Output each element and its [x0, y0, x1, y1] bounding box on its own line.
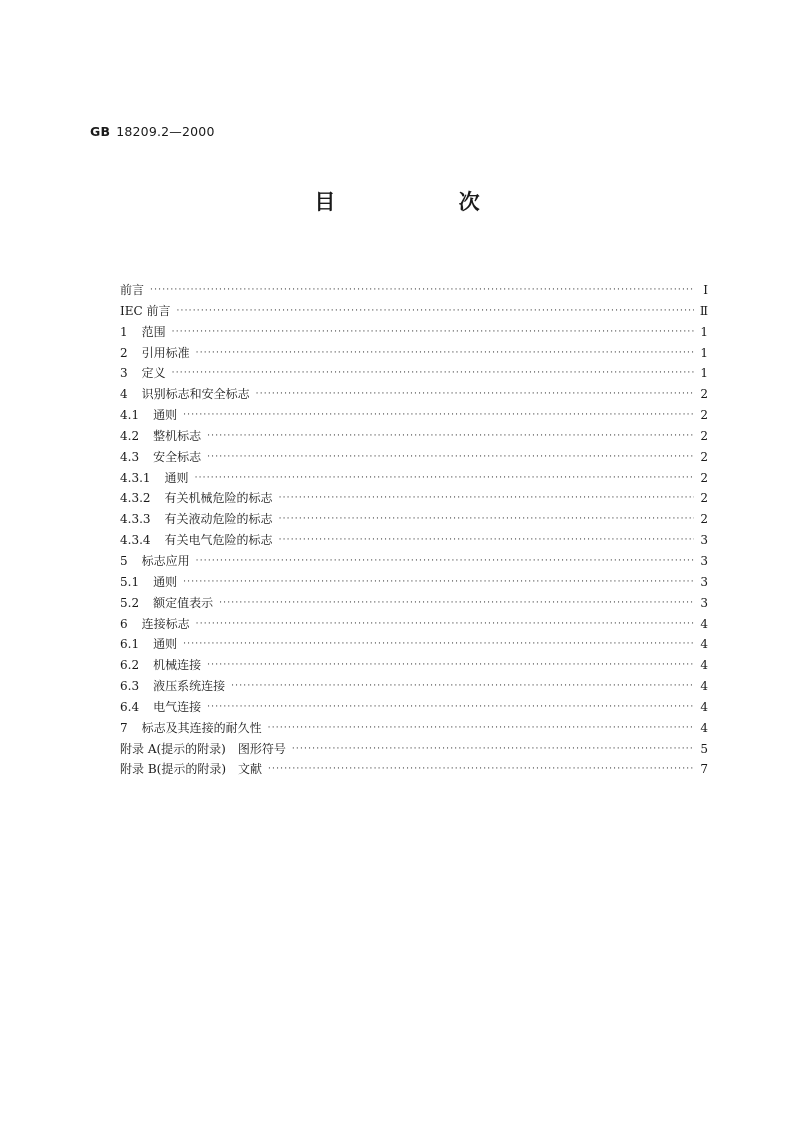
toc-leader-dots [183, 405, 694, 426]
toc-entry-title [120, 676, 231, 697]
toc-entry-number: 6.2 [120, 658, 140, 673]
toc-entry[interactable] [120, 426, 708, 447]
toc-entry-number: 7 [120, 720, 128, 735]
toc-entry-title [120, 655, 207, 676]
toc-leader-dots [207, 447, 694, 468]
toc-leader-dots [177, 301, 694, 322]
toc-entry-page: 4 [700, 637, 708, 652]
toc-entry[interactable] [120, 343, 708, 364]
toc-entry-number: 5 [120, 553, 128, 568]
toc-entry-page: 3 [700, 595, 708, 610]
toc-entry-label: 安全标志 [153, 449, 202, 464]
toc-entry[interactable] [120, 447, 708, 468]
toc-entry[interactable] [120, 572, 708, 593]
toc-entry-page: 4 [700, 616, 708, 631]
toc-entry-page: 2 [700, 512, 708, 527]
toc-entry-page: 2 [700, 449, 708, 464]
toc-entry[interactable] [120, 322, 708, 343]
toc-entry-title [120, 697, 207, 718]
toc-leader-dots [183, 572, 694, 593]
toc-entry-label: 液压系统连接 [153, 679, 226, 694]
toc-leader-dots [196, 614, 694, 635]
toc-leader-dots [279, 530, 694, 551]
toc-entry[interactable] [120, 614, 708, 635]
toc-leader-dots [231, 676, 694, 697]
toc-leader-dots [256, 384, 694, 405]
toc-entry-label: 附录 B(提示的附录) 文献 [120, 762, 262, 777]
toc-entry[interactable] [120, 301, 708, 322]
toc-entry-number: 4.3.2 [120, 491, 151, 506]
toc-entry-page: 3 [700, 533, 708, 548]
document-code [90, 124, 215, 139]
toc-entry-title [120, 614, 196, 635]
toc-entry-label: 引用标准 [141, 345, 190, 360]
toc-entry[interactable] [120, 405, 708, 426]
toc-entry[interactable] [120, 739, 708, 760]
toc-entry-title [120, 405, 183, 426]
toc-entry-page: 2 [700, 387, 708, 402]
toc-entry[interactable] [120, 468, 708, 489]
table-of-contents [120, 280, 708, 780]
toc-entry-title [120, 718, 268, 739]
toc-entry-title [120, 593, 219, 614]
toc-entry-number: 3 [120, 366, 128, 381]
toc-entry-page: 2 [700, 491, 708, 506]
toc-entry-title [120, 447, 207, 468]
toc-leader-dots [219, 593, 694, 614]
toc-entry-title [120, 488, 279, 509]
toc-entry-page: 3 [700, 574, 708, 589]
toc-entry[interactable] [120, 384, 708, 405]
toc-leader-dots [172, 322, 694, 343]
toc-entry-label: 额定值表示 [153, 595, 214, 610]
toc-entry-title [120, 509, 279, 530]
toc-entry-page: I [703, 283, 708, 297]
toc-entry-label: 识别标志和安全标志 [141, 387, 250, 402]
toc-entry-title [120, 384, 256, 405]
toc-entry-label: 有关机械危险的标志 [164, 491, 273, 506]
toc-entry-label: 范围 [141, 324, 166, 339]
toc-entry-number: 4.2 [120, 428, 140, 443]
toc-entry-label: 通则 [153, 408, 178, 423]
toc-leader-dots [172, 363, 694, 384]
toc-entry-title [120, 301, 177, 322]
toc-entry[interactable] [120, 363, 708, 384]
toc-entry-label: 有关电气危险的标志 [164, 533, 273, 548]
toc-entry-label: 附录 A(提示的附录) 图形符号 [120, 741, 286, 756]
toc-entry-title [120, 739, 292, 760]
toc-entry-label: 整机标志 [153, 428, 202, 443]
toc-entry-number: 1 [120, 324, 128, 339]
standard-number: 18209.2—2000 [116, 124, 215, 139]
toc-entry-label: 标志及其连接的耐久性 [141, 720, 262, 735]
toc-entry-page: 5 [700, 741, 708, 756]
toc-leader-dots [207, 655, 694, 676]
toc-entry[interactable] [120, 551, 708, 572]
toc-entry-label: IEC 前言 [120, 303, 171, 318]
toc-entry-page: Ⅱ [699, 303, 708, 318]
toc-entry-number: 6.4 [120, 699, 140, 714]
toc-entry-page: 3 [700, 553, 708, 568]
toc-entry-title [120, 426, 207, 447]
standard-prefix: GB [90, 124, 111, 139]
toc-entry-number: 6 [120, 616, 128, 631]
toc-entry[interactable] [120, 634, 708, 655]
toc-entry-number: 4.3 [120, 449, 140, 464]
toc-entry-number: 4.3.4 [120, 533, 151, 548]
toc-entry-number: 6.3 [120, 679, 140, 694]
toc-entry[interactable] [120, 655, 708, 676]
toc-entry-page: 7 [700, 762, 708, 777]
toc-entry-page: 2 [700, 408, 708, 423]
toc-leader-dots [268, 718, 694, 739]
toc-entry-label: 电气连接 [153, 699, 202, 714]
toc-leader-dots [196, 551, 694, 572]
toc-entry-title [120, 551, 196, 572]
toc-leader-dots [150, 280, 694, 301]
toc-entry[interactable] [120, 697, 708, 718]
toc-entry-label: 通则 [153, 574, 178, 589]
toc-entry-label: 机械连接 [153, 658, 202, 673]
toc-entry-number: 4.1 [120, 408, 140, 423]
toc-entry[interactable] [120, 530, 708, 551]
toc-entry-number: 2 [120, 345, 128, 360]
toc-entry-title [120, 468, 195, 489]
toc-leader-dots [207, 426, 694, 447]
toc-entry-title [120, 363, 172, 384]
page-title: 目 次 [314, 190, 538, 214]
toc-entry-number: 4.3.3 [120, 512, 151, 527]
toc-entry[interactable] [120, 488, 708, 509]
toc-entry[interactable] [120, 280, 708, 301]
toc-leader-dots [207, 697, 694, 718]
toc-entry-label: 标志应用 [141, 553, 190, 568]
toc-leader-dots [196, 343, 694, 364]
toc-entry-page: 1 [700, 324, 708, 339]
toc-entry-label: 有关液动危险的标志 [164, 512, 273, 527]
toc-entry[interactable] [120, 676, 708, 697]
toc-leader-dots [279, 509, 694, 530]
toc-entry-number: 4.3.1 [120, 470, 151, 485]
toc-entry-number: 5.2 [120, 595, 140, 610]
toc-leader-dots [292, 739, 694, 760]
toc-entry-page: 2 [700, 470, 708, 485]
toc-entry[interactable] [120, 593, 708, 614]
toc-entry-page: 1 [700, 366, 708, 381]
toc-entry-title [120, 343, 196, 364]
toc-entry[interactable] [120, 759, 708, 780]
toc-entry-title [120, 759, 268, 780]
toc-entry-page: 4 [700, 658, 708, 673]
toc-entry-title [120, 572, 183, 593]
toc-entry[interactable] [120, 509, 708, 530]
toc-entry-title [120, 322, 172, 343]
toc-leader-dots [268, 759, 694, 780]
toc-leader-dots [195, 468, 694, 489]
toc-entry-label: 连接标志 [141, 616, 190, 631]
toc-entry-number: 4 [120, 387, 128, 402]
toc-entry-number: 5.1 [120, 574, 140, 589]
toc-entry-page: 4 [700, 720, 708, 735]
toc-entry[interactable] [120, 718, 708, 739]
toc-entry-title [120, 530, 279, 551]
toc-entry-number: 6.1 [120, 637, 140, 652]
toc-entry-label: 通则 [153, 637, 178, 652]
toc-leader-dots [279, 488, 694, 509]
toc-entry-label: 前言 [120, 283, 145, 297]
toc-entry-title [120, 634, 183, 655]
toc-entry-page: 2 [700, 428, 708, 443]
toc-entry-page: 4 [700, 699, 708, 714]
toc-entry-page: 1 [700, 345, 708, 360]
toc-entry-title [120, 280, 150, 301]
toc-leader-dots [183, 634, 694, 655]
toc-entry-label: 通则 [164, 470, 189, 485]
toc-entry-page: 4 [700, 679, 708, 694]
toc-entry-label: 定义 [141, 366, 166, 381]
